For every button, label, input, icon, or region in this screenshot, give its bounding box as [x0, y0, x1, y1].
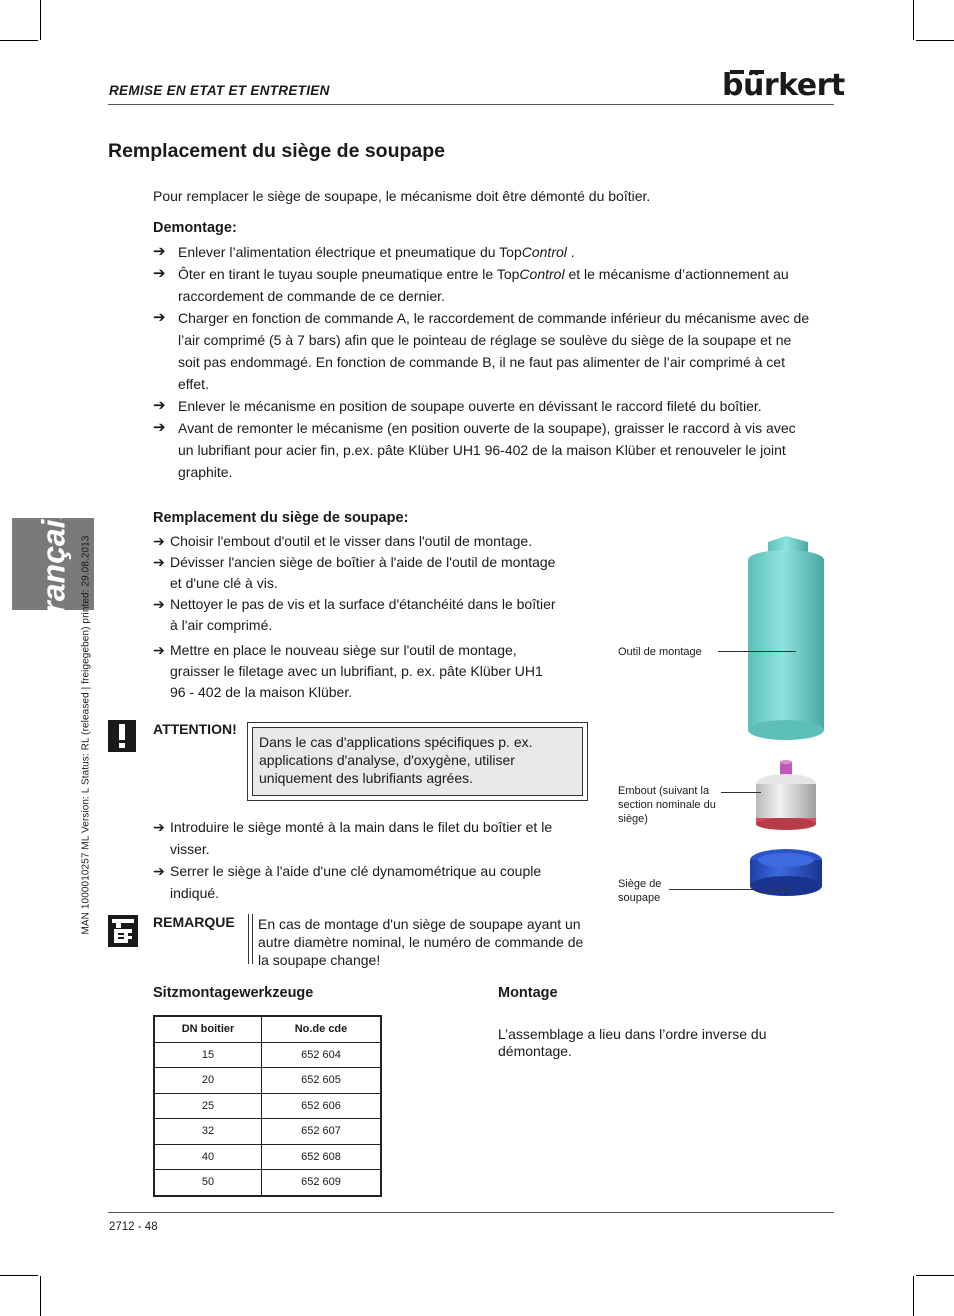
embout-leader: [721, 792, 761, 793]
remplacement-heading: Remplacement du siège de soupape:: [153, 510, 409, 526]
arrow-icon: ➔: [153, 533, 165, 549]
list-item: ➔ Choisir l'embout d'outil et le visser dans l'outil de montage.: [153, 531, 603, 552]
arrow-icon: ➔: [153, 419, 166, 436]
arrow-icon: ➔: [153, 265, 166, 282]
table-row: [154, 1068, 381, 1094]
montage-text: L’assemblage a lieu dans l’ordre inverse du démontage.: [498, 1026, 767, 1059]
table-cell: 25: [154, 1093, 262, 1119]
logo-text: bürkert: [722, 68, 845, 103]
crop-mark: [913, 0, 914, 40]
sitz-table-wrap: [153, 1015, 382, 1197]
crop-mark: [916, 40, 954, 41]
table-row: [154, 1093, 381, 1119]
column-header: DN boitier: [154, 1016, 262, 1042]
list-item: ➔ Enlever le mécanisme en position de soupape ouverte en dévissant le raccord fileté du boîtier.: [153, 395, 843, 417]
page-number: 2712 - 48: [109, 1221, 158, 1233]
arrow-icon: ➔: [153, 819, 165, 835]
attention-text: Dans le cas d'applications spécifiques p. ex. applications d'analyse, d'oxygène, utiliser uniquement des lubrifiants agrées.: [252, 727, 583, 796]
language-label: français: [35, 501, 72, 625]
arrow-icon: ➔: [153, 554, 165, 570]
crop-mark: [913, 1276, 914, 1316]
footer-rule: [108, 1212, 834, 1213]
note-hand-icon: [108, 915, 138, 947]
crop-mark: [40, 1276, 41, 1316]
table-cell: 20: [154, 1068, 262, 1094]
section-header: REMISE EN ETAT ET ENTRETIEN: [109, 83, 330, 98]
burkert-logo: [722, 68, 845, 103]
siege-caption: Siège de soupape: [618, 878, 662, 904]
column-header: No.de cde: [262, 1016, 382, 1042]
table-header-row: [154, 1016, 381, 1042]
arrow-icon: ➔: [153, 243, 166, 260]
remarque-text: En cas de montage d'un siège de soupape ayant un autre diamètre nominal, le numéro de commande de la soupape change!: [258, 916, 584, 968]
table-cell: 652 606: [262, 1093, 382, 1119]
table-row: [154, 1170, 381, 1196]
arrow-icon: ➔: [153, 397, 166, 414]
tool-illustration: [738, 536, 838, 911]
table-cell: 652 609: [262, 1170, 382, 1196]
list-item: ➔ Charger en fonction de commande A, le raccordement de commande inférieur du mécanisme avec de l’air comprimé (5 à 7 bars) afin que le pointeau de réglage se soulève du siège de la soupape et ne soit pas endommagé. En fonction de commande B, il ne faut pas alimenter de l’air comprimé à cet effet.: [153, 309, 810, 392]
table-row: [154, 1042, 381, 1068]
crop-mark: [0, 40, 38, 41]
outil-leader: [718, 651, 796, 652]
page-title: Remplacement du siège de soupape: [108, 140, 446, 162]
list-item: ➔ Enlever l’alimentation électrique et pneumatique du TopControl .: [153, 241, 843, 263]
intro-text: Pour remplacer le siège de soupape, le mécanisme doit être démonté du boîtier.: [153, 188, 651, 204]
demontage-heading: Demontage:: [153, 220, 237, 236]
header-rule: [108, 104, 834, 105]
siege-leader: [669, 889, 791, 890]
crop-mark: [0, 1275, 38, 1276]
table-cell: 652 607: [262, 1119, 382, 1145]
table-cell: 652 605: [262, 1068, 382, 1094]
arrow-icon: ➔: [153, 596, 165, 612]
list-item: ➔ Introduire le siège monté à la main dans le filet du boîtier et le visser.: [153, 816, 603, 860]
table-row: [154, 1144, 381, 1170]
attention-box: [247, 722, 588, 801]
demontage-list: [153, 241, 843, 483]
table-row: [154, 1119, 381, 1145]
list-item: ➔ Mettre en place le nouveau siège sur l'outil de montage, graisser le filetage avec un lubrifiant, p. ex. pâte Klüber UH1 96 - 402 de la maison Klüber.: [153, 642, 543, 700]
arrow-icon: ➔: [153, 863, 165, 879]
table-cell: 652 608: [262, 1144, 382, 1170]
remarque-label: REMARQUE: [153, 914, 235, 930]
remarque-divider: [248, 914, 253, 964]
table-cell: 32: [154, 1119, 262, 1145]
list-item: ➔ Ôter en tirant le tuyau souple pneumatique entre le TopControl et le mécanisme d’actionnement au raccordement de commande de ce dernier.: [153, 265, 789, 304]
warning-icon: [108, 720, 136, 752]
crop-mark: [916, 1275, 954, 1276]
table-cell: 652 604: [262, 1042, 382, 1068]
list-item: ➔ Nettoyer le pas de vis et la surface d'étanchéité dans le boîtier à l'air comprimé.: [153, 596, 556, 633]
table-cell: 15: [154, 1042, 262, 1068]
remplacement-list-2: [153, 816, 603, 904]
outil-caption: Outil de montage: [618, 646, 702, 658]
crop-mark: [40, 0, 41, 40]
table-cell: 40: [154, 1144, 262, 1170]
list-item: ➔ Serrer le siège à l'aide d'une clé dynamométrique au couple indiqué.: [153, 860, 603, 904]
arrow-icon: ➔: [153, 642, 165, 658]
remplacement-list: [153, 531, 603, 703]
table-cell: 50: [154, 1170, 262, 1196]
sitz-table: [153, 1015, 382, 1197]
list-item: ➔ Avant de remonter le mécanisme (en position ouverte de la soupape), graisser le raccord à vis avec un lubrifiant pour acier fin, p.ex. pâte Klüber UH1 96-402 de la maison Klüber et renouveler le joint graphite.: [153, 419, 796, 480]
embout-caption: Embout (suivant la section nominale du siège): [618, 785, 716, 825]
attention-label: ATTENTION!: [153, 721, 237, 737]
document-info: MAN 1000010257 ML Version: L Status: RL (released | freigegeben) printed: 29.08.2013: [80, 535, 92, 935]
list-item: ➔ Dévisser l'ancien siège de boîtier à l'aide de l'outil de montage et d'une clé à vis.: [153, 554, 556, 591]
montage-heading: Montage: [498, 985, 558, 1001]
sitz-heading: Sitzmontagewerkzeuge: [153, 985, 314, 1001]
arrow-icon: ➔: [153, 309, 166, 326]
